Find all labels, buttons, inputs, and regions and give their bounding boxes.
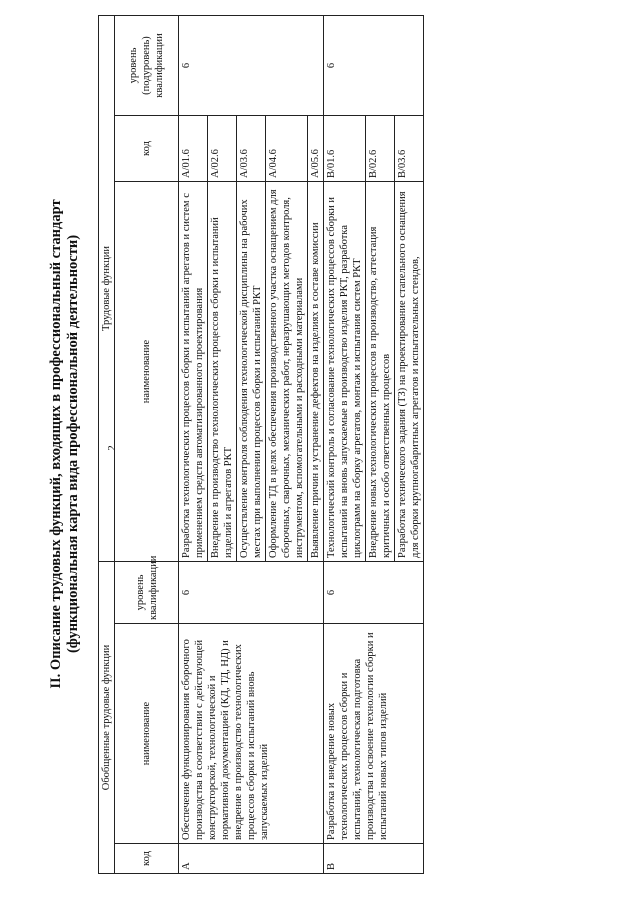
header-level: уровень квалификации [115,562,179,624]
function-code: B/02.6 [366,116,395,182]
table-row [179,15,208,873]
group-name: Обеспечение функционирования сборочного производства в соответствии с действующей конструкторской, технологической и нормативной документацией (КД, ТД, НД) и внедрение в производство технологических процессов сборки и испытаний вновь запускаемых изделий [179,624,324,844]
function-code: B/03.6 [395,116,424,182]
group-level: 6 [324,562,424,624]
header-labor: Трудовые функции [99,15,115,561]
function-name: Оформление ТД в целях обеспечения производственного участка оснащением для сборочных, сварочных, механических работ, неразрушающих методов контроля, инструментом, вспомогательными и расходными материалами [266,182,308,562]
function-sublevel: 6 [324,15,424,115]
function-name: Внедрение новых технологических процессов в производство, аттестация критичных и особо ответственных процессов [366,182,395,562]
header-name: наименование [115,624,179,844]
function-code: B/01.6 [324,116,366,182]
function-code: A/04.6 [266,116,308,182]
header-sublevel: уровень (подуровень) квалификации [115,15,179,115]
header-labor-name: наименование [115,182,179,562]
function-name: Внедрение в производство технологических процессов сборки и испытаний изделий и агрегатов РКТ [208,182,237,562]
section-title: II. Описание трудовых функций, входящих в профессиональный стандарт [48,199,64,689]
group-level: 6 [179,562,324,624]
function-sublevel: 6 [179,15,324,115]
function-name: Разработка технического задания (ТЗ) на проектирование стапельного оснащения для сборки крупногабаритных агрегатов и испытательных стендов, [395,182,424,562]
function-name: Разработка технологических процессов сборки и испытаний агрегатов и систем с применением средств автоматизированного проектирования [179,182,208,562]
functional-map-table [98,15,424,874]
rotated-content [48,14,638,874]
function-name: Технологический контроль и согласование технологических процессов сборки и испытаний на вновь запускаемые в производство изделия РКТ, разработка циклограмм на сборку агрегатов, монтаж и испытания систем РКТ [324,182,366,562]
table-row [324,15,366,873]
header-labor-code: код [115,116,179,182]
group-code: B [324,844,424,874]
title-block [48,14,82,874]
function-code: A/03.6 [237,116,266,182]
header-code: код [115,844,179,874]
page-number: 2 [106,445,118,451]
function-name: Осуществление контроля соблюдения технологической дисциплины на рабочих местах при выполнении процессов сборки и испытаний РКТ [237,182,266,562]
header-row-1 [99,15,115,873]
group-name: Разработка и внедрение новых технологических процессов сборки и испытаний, технологическая подготовка производства и освоение технологии сборки и испытаний новых типов изделий [324,624,424,844]
function-code: A/05.6 [308,116,324,182]
header-row-2 [115,15,179,873]
group-code: A [179,844,324,874]
function-name: Выявление причин и устранение дефектов на изделиях в составе комиссии [308,182,324,562]
section-subtitle: (функциональная карта вида профессиональной деятельности) [65,234,81,654]
function-code: A/02.6 [208,116,237,182]
header-generalized: Обобщенные трудовые функции [99,562,115,874]
function-code: A/01.6 [179,116,208,182]
